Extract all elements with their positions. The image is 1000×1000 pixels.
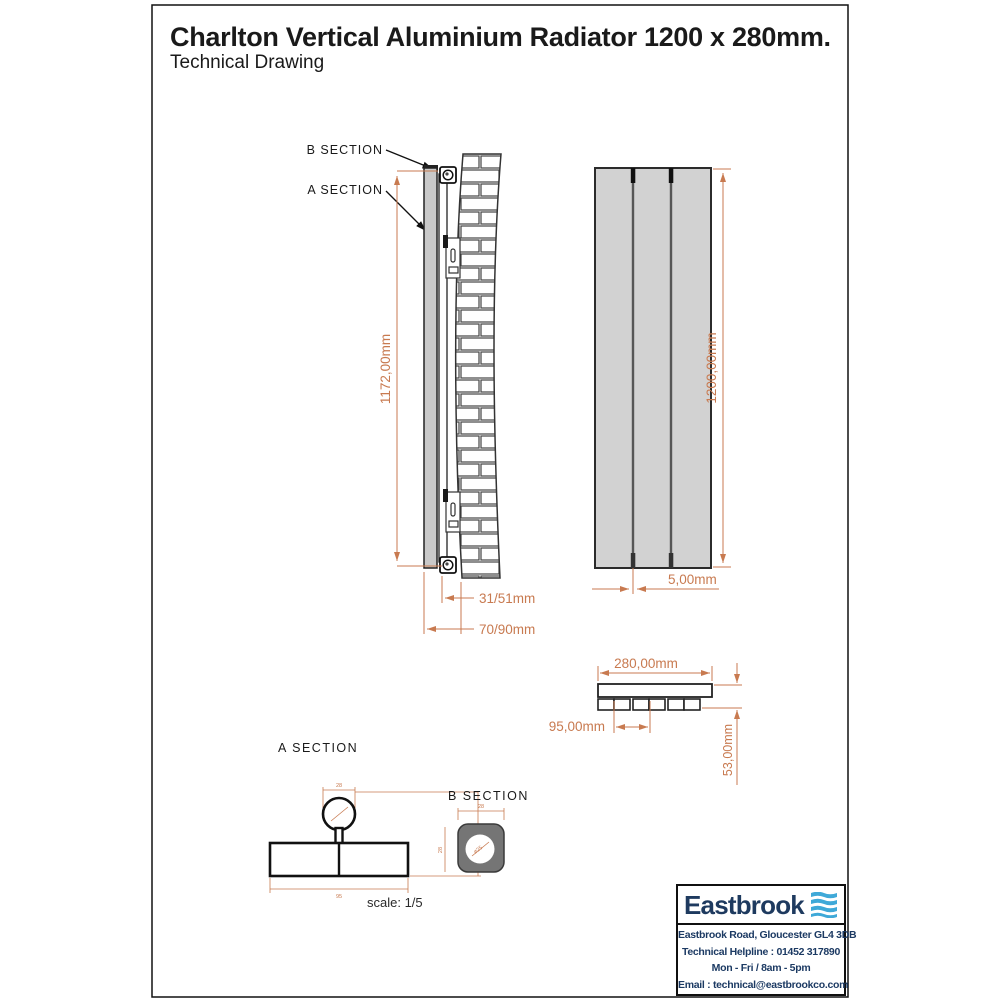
section-b-drawing — [438, 789, 529, 872]
card-divider — [678, 923, 844, 925]
section-a-dim-bottom: 95 — [335, 894, 343, 900]
manufacturer-address: Eastbrook Road, Gloucester GL4 3DB — [678, 929, 857, 941]
top-view-fin-segments — [598, 699, 700, 710]
dimension-module-value: 95,00mm — [548, 719, 605, 734]
manufacturer-card — [676, 884, 857, 996]
scale-note: scale: 1/5 — [367, 895, 423, 910]
eastbrook-waves-icon — [810, 892, 838, 918]
manufacturer-hours: Mon - Fri / 8am - 5pm — [711, 962, 811, 974]
dimension-front-height-value: 1200,00mm — [704, 332, 719, 404]
top-view — [549, 656, 742, 785]
callout-a-section-label: A SECTION — [307, 183, 383, 197]
section-b-bore-label: ø25 — [472, 844, 484, 856]
brick-wall — [456, 154, 501, 578]
dimension-wall-pipe-value: 31/51mm — [479, 591, 536, 606]
page-title: Charlton Vertical Aluminium Radiator 1200 x 280mm. — [170, 22, 831, 52]
callout-b-section-label: B SECTION — [306, 143, 383, 157]
manufacturer-email: Email : technical@eastbrookco.com — [678, 978, 849, 991]
top-view-front-bar — [598, 684, 712, 697]
radiator-front-panel — [595, 168, 711, 568]
dimension-wall-offsets — [424, 572, 474, 634]
side-view — [307, 143, 536, 637]
section-a-title: A SECTION — [278, 741, 359, 755]
brand-wordmark: Eastbrook — [684, 889, 804, 920]
dimension-side-height-value: 1172,00mm — [378, 333, 393, 405]
callout-a-leader-line — [386, 191, 426, 231]
page-subtitle: Technical Drawing — [170, 52, 325, 73]
dimension-width-value: 280,00mm — [614, 656, 678, 671]
section-b-dim-top: 28 — [477, 804, 485, 810]
top-valve-fitting — [440, 167, 456, 183]
dimension-depth-value: 53,00mm — [721, 723, 735, 777]
section-a-stem — [336, 828, 343, 844]
wall-bracket-bottom — [443, 489, 460, 532]
section-b-title: B SECTION — [448, 789, 529, 803]
bottom-valve-fitting — [440, 557, 456, 573]
section-a-dim-top: 28 — [335, 783, 343, 789]
manufacturer-logo-row — [678, 886, 844, 922]
wall-bracket-top — [443, 235, 460, 278]
section-a-drawing — [270, 741, 481, 900]
manufacturer-helpline: Technical Helpline : 01452 317890 — [682, 945, 840, 958]
dimension-wall-front-value: 70/90mm — [479, 622, 536, 637]
dimension-panel-gap-value: 5,00mm — [668, 572, 717, 587]
front-view — [592, 168, 731, 594]
section-b-dim-left: 28 — [438, 846, 444, 854]
